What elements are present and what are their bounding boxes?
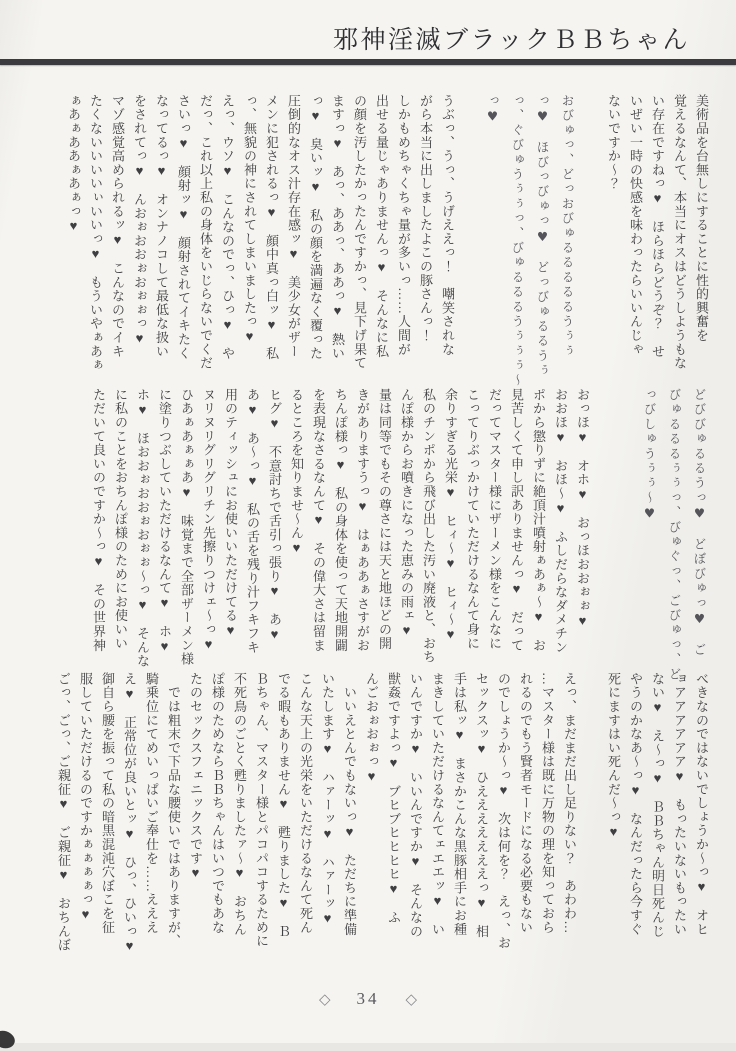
text-column: 不死鳥のごとく甦りましたァ～♥ おちん	[232, 672, 247, 937]
column-gap	[580, 672, 602, 964]
page-number: 34	[356, 989, 380, 1008]
text-column: いたします♥ ハァーッ♥ ハァーッ♥	[320, 672, 335, 927]
text-column: い存在ですねっ♥ ほらほらどうぞ？ せ	[650, 94, 665, 359]
text-column: なってるっ♥ オンナノコして最低な扱い	[154, 94, 169, 359]
text-column: ちんぽ様っ♥ 私の身体を使って天地開闢	[333, 388, 348, 653]
text-column: 量は同等でもその尊さには天と地ほどの開	[377, 388, 392, 651]
text-column: に塗りつぶしていただけるなんて♥ ホ♥	[157, 388, 172, 655]
text-column: ただいて良いのですか～っ♥ その世界神	[91, 388, 106, 653]
text-column: こんな天上の光栄をいただけるなんて死ん	[298, 672, 313, 935]
text-column: たのセックスフェニックスです♥	[188, 672, 203, 881]
text-column: べきなのではないでしょうか～っ♥ オヒ	[694, 672, 709, 937]
text-column: んごおぉおぉっ♥	[364, 672, 379, 785]
text-column: ない♥ え～っ♥ ＢＢちゃん明日死んじ	[650, 672, 665, 939]
text-column: 覚えるなんて、本当にオスはどうしようもな	[672, 94, 687, 370]
text-column: ひあぁあぁぁあ♥ 味覚まで全部ザーメン様	[179, 388, 194, 666]
text-column: に私のことをおちんぽ様のためにお使いい	[113, 388, 128, 651]
text-column: まきしていただけるなんてェエエッ♥ い	[430, 672, 445, 937]
text-column: ヒグ♥ 不意討ちで舌引っ張り♥ あ♥	[267, 388, 282, 643]
text-column: ぁあぁああぁあぁっ♥	[66, 94, 81, 234]
text-column: だってマスター様にザーメン様をこんなに	[487, 388, 502, 651]
text-column: いいえとんでもないっ♥ ただちに準備	[342, 672, 357, 937]
text-column: っ♥ 臭いッ♥ 私の顔を満遍なく覆った	[308, 94, 323, 361]
column-gap	[615, 388, 637, 670]
text-column: 死にますはい死んだ～っ♥	[606, 672, 621, 840]
text-column: 獣姦ですよっ♥ ブヒブヒヒヒヒ♥ ふ	[386, 672, 401, 925]
text-band-bottom	[52, 672, 712, 964]
page-footer	[0, 989, 736, 1009]
title-rule	[0, 59, 736, 65]
text-column: いんですか♥ いいんですか♥ そんなの	[408, 672, 423, 939]
text-column: っ、無貌の神にされてしまいましたっ♥	[242, 94, 257, 345]
text-column: っびしゅうぅぅ～♥	[642, 388, 657, 523]
text-column: …マスター様は既に万物の理を知っておら	[540, 672, 555, 935]
text-column: ホ♥ ほおおぉおおぉおぉぉ～っ♥ そんな	[135, 388, 150, 668]
text-column: しかもめちゃくちゃ量が多いっ……人間が	[396, 94, 411, 357]
text-column: 用のティッシュにお使いいただけてる♥	[223, 388, 238, 639]
text-column: さいっ♥ 顔射ッ♥ 顔射されてイキたく	[176, 94, 191, 361]
text-column: がら本当に出しましたよこの豚さんっ！	[418, 94, 433, 343]
text-column: マゾ感覚高められるッ♥ こんなのでイキ	[110, 94, 125, 359]
diamond-ornament-left: ◇	[318, 991, 331, 1008]
text-column: 圧倒的なオス汁存在感ッ♥ 美少女がザー	[286, 94, 301, 359]
text-column: たくないいいいぃいいっ♥ もういやぁあぁ	[88, 94, 103, 372]
text-column: え♥ 正常位が良いとッ♥ ひっ、ひいっ♥	[122, 672, 137, 954]
column-gap	[458, 94, 480, 378]
text-column: だっ、これ以上私の身体をいじらないでくだ	[198, 94, 213, 370]
text-column: えっ、まだまだ出し足りない？ あわわ…	[562, 672, 577, 935]
diamond-ornament-right: ◇	[405, 991, 418, 1008]
text-column: セックスッ♥ ひえええええええっ♥ 相	[474, 672, 489, 939]
text-column: 美術品を台無しにすることに性的興奮を	[694, 94, 709, 343]
text-column: やうのかなあ～っ♥ なんだったら今すぐ	[628, 672, 643, 937]
text-column: うぶっ、うっ、うげええっ！ 嘲笑されな	[440, 94, 455, 357]
text-column: 騎乗位にてめいっぱいご奉仕を……えええ	[144, 672, 159, 935]
text-column: 出せる量じゃありませんっ♥ そんなに私	[374, 94, 389, 359]
text-column: ますっ♥ あっ、ああっ、ああっ♥ 熱い	[330, 94, 345, 361]
text-column: では粗末で下品な腰使いではありますが、	[166, 672, 181, 948]
text-column: をされてっ♥ んおぉおおぉおぉぉっ♥	[132, 94, 147, 347]
column-gap	[593, 388, 615, 670]
text-column: のでしょうか～っ♥ 次は何を？ えっ、お	[496, 672, 511, 950]
text-column: 私のチンポから飛び出した汚い廃液と、おち	[421, 388, 436, 664]
column-gap	[580, 94, 602, 378]
text-column: メンに犯されるっ♥ 顔中真っ白ッ♥ 私	[264, 94, 279, 361]
text-column: ポから懲りずに絶頂汁噴射ぁあぁ～♥ お	[531, 388, 546, 653]
text-column: えっ、ウソ♥ こんなのでっ、ひっ♥ や	[220, 94, 235, 361]
text-column: おびゅっ、どっおびゅるるるるるうぅぅ	[560, 94, 575, 359]
page-title: 邪神淫滅ブラックＢＢちゃん	[332, 27, 690, 54]
text-column: あ♥ あ～っ♥ 私の舌を残り汁フキフキ	[245, 388, 260, 655]
text-column: 御自ら腰を振って私の暗黒混沌穴ぼこを征	[100, 672, 115, 935]
text-column: おおほ♥ おほ～♥ ふしだらなダメチン	[553, 388, 568, 655]
text-column: っ♥	[485, 94, 500, 126]
text-column: を表現なさるなんて♥ その偉大さは留ま	[311, 388, 326, 653]
text-column: いぜい一時の快感を味わったらいいんじゃ	[628, 94, 643, 357]
text-column: ごっ、ごっ、ご親征♥ ご親征♥ おちんぼ	[56, 672, 71, 952]
text-column: っ♥ ほびっびゅっ♥ どっびゅるるうぅ	[535, 94, 550, 379]
text-column: Ｂちゃん、マスター様とパコパコするために	[254, 672, 269, 948]
text-column: きがありますうっ♥ はぁああぁさすがお	[355, 388, 370, 653]
text-column: でる暇もありません♥ 甦りました♥ Ｂ	[276, 672, 291, 939]
text-column: ないですか～？	[606, 94, 621, 191]
text-column: おっほ♥ オホ♥ おっほおおぉぉ♥	[575, 388, 590, 629]
text-band-middle	[87, 388, 712, 682]
scan-smudge	[0, 1028, 17, 1051]
text-column: ぽ様のためならＢＢちゃんはいつでもあな	[210, 672, 225, 935]
text-column: びゅるるるぅぅっ、びゅぐっ、ごびゅっ、ど	[667, 388, 682, 682]
text-band-top	[62, 94, 712, 388]
text-column: どびびゅるるうっ♥ どぼびゅっ♥ ご	[692, 388, 707, 658]
text-column: 余りすぎる光栄♥ ヒィ～♥ ヒィ～♥	[443, 388, 458, 643]
text-column: 服していただけるのですかぁぁぁぁっ♥	[78, 672, 93, 923]
text-column: っ、ぐびゅうぅぅっ、びゅるるるうぅぅぅ～	[510, 94, 525, 388]
text-column: 手は私ッ♥ まさかこんな黒豚相手にお種	[452, 672, 467, 937]
text-column: るところを知りませ～ん♥	[289, 388, 304, 556]
text-column: んぽ様からお噴きになった恵みの雨ェ♥	[399, 388, 414, 639]
text-column: れるのでもう賢者モードになる必要もない	[518, 672, 533, 935]
text-column: ヌリヌリグリグリチン先擦りつけェ～っ♥	[201, 388, 216, 653]
text-column: こってりぶっかけていただけるなんて身に	[465, 388, 480, 651]
text-column: 見苦しくて申し訳ありませんっ♥ だって	[509, 388, 524, 653]
text-column: ョアアアアアア♥ もったいないもったい	[672, 672, 687, 937]
text-column: の顔を汚したかったんですかっ、見下げ果て	[352, 94, 367, 370]
